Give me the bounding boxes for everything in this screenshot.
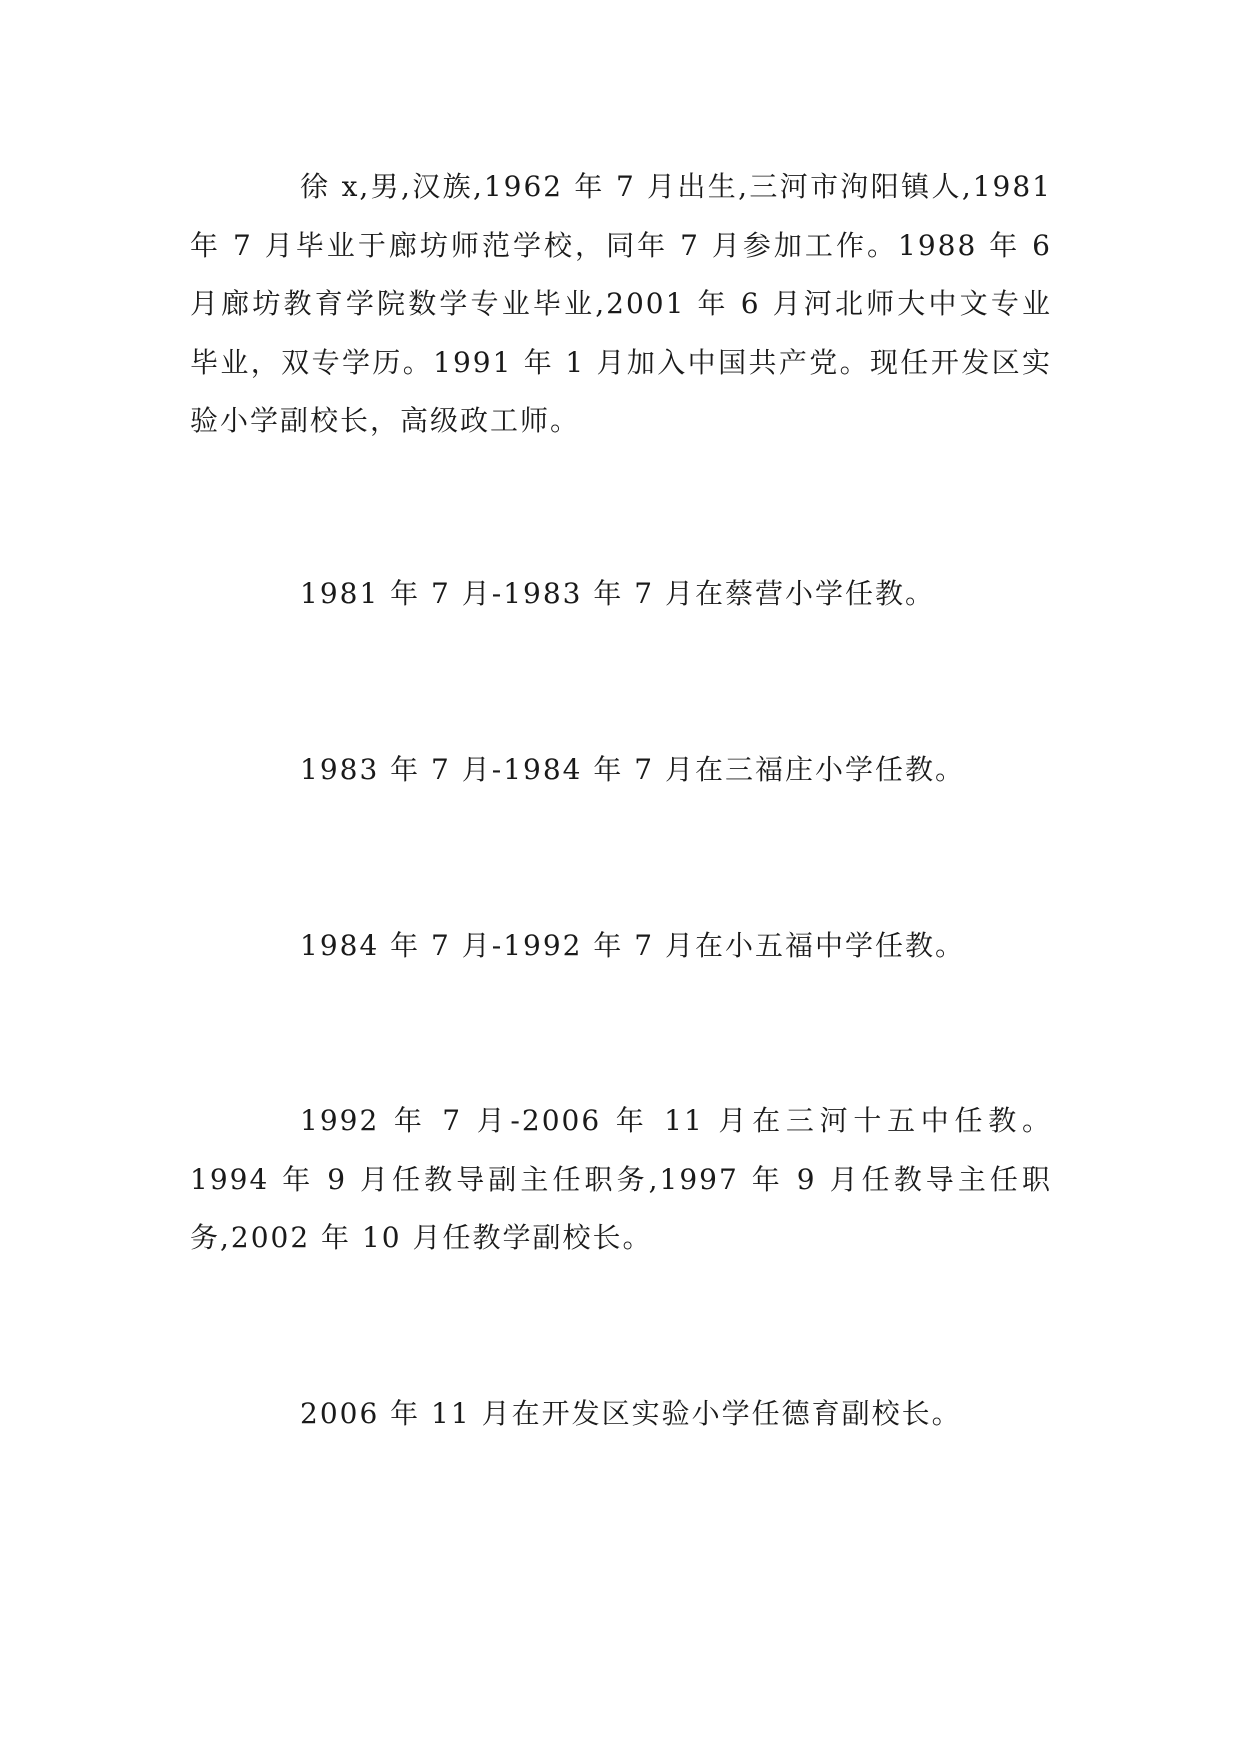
bio-paragraph: 徐 x,男,汉族,1962 年 7 月出生,三河市泃阳镇人,1981 年 7 月毕业于廊坊师范学校，同年 7 月参加工作。1988 年 6 月廊坊教育学院数学专业毕业,2001 年 6 月河北师大中文专业毕业，双专学历。1991 年 1 月加入中国共产党。现任开发区实验小学副校长，高级政工师。 [190, 170, 1052, 437]
career-entry-1984: 1984 年 7 月-1992 年 7 月在小五福中学任教。 [300, 929, 966, 962]
career-entry-1983: 1983 年 7 月-1984 年 7 月在三福庄小学任教。 [300, 753, 966, 786]
career-entry-1992: 1992 年 7 月-2006 年 11 月在三河十五中任教。1994 年 9 月任教导副主任职务,1997 年 9 月任教导主任职务,2002 年 10 月任教学副校长。 [190, 1104, 1052, 1254]
career-entry-1981: 1981 年 7 月-1983 年 7 月在蔡营小学任教。 [300, 577, 936, 610]
career-entry-2006: 2006 年 11 月在开发区实验小学任德育副校长。 [300, 1397, 962, 1430]
